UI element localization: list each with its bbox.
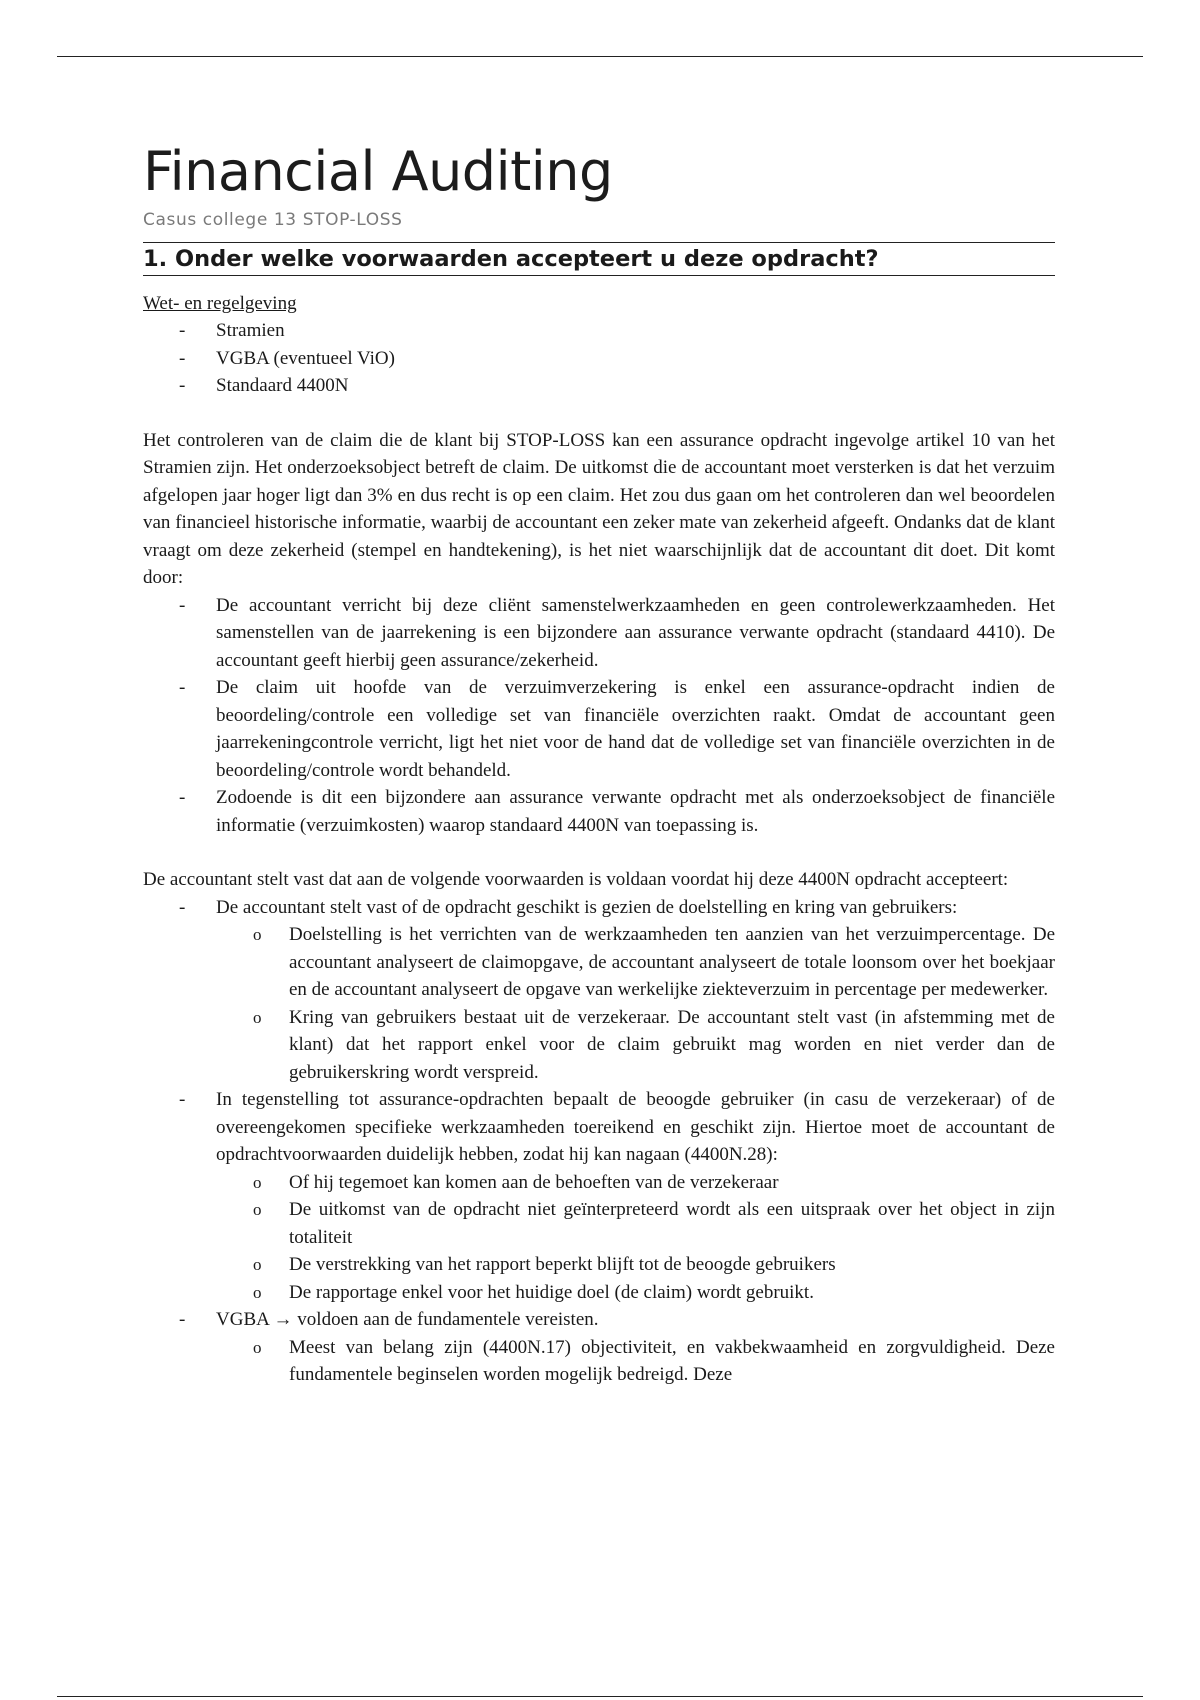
- list-item: - VGBA (eventueel ViO): [216, 345, 1055, 373]
- list-item: - De claim uit hoofde van de verzuimverzekering is enkel een assurance-opdracht indien de beoordeling/controle een volledige set van financiële overzichten raakt. Omdat de accountant geen jaarrekeningcontrole verricht, ligt het niet voor de hand dat de volledige set van financiële overzichten in de beoordeling/controle wordt behandeld.: [216, 674, 1055, 784]
- list-item-text: In tegenstelling tot assurance-opdrachten bepaalt de beoogde gebruiker (in casu de verzekeraar) of de overeengekomen specifieke werkzaamheden toereikend en geschikt zijn. Hiertoe moet de accountant de opdrachtvoorwaarden duidelijk hebben, zodat hij kan nagaan (4400N.28):: [216, 1089, 1055, 1165]
- top-rule: [57, 56, 1143, 57]
- document-subtitle: Casus college 13 STOP-LOSS: [143, 210, 403, 230]
- sub-list-item: o Of hij tegemoet kan komen aan de behoeften van de verzekeraar: [289, 1169, 1055, 1197]
- intro-paragraph: Het controleren van de claim die de klant bij STOP-LOSS kan een assurance opdracht ingevolge artikel 10 van het Stramien zijn. Het onderzoeksobject betreft de claim. De uitkomst die de accountant moet versterken is dat het verzuim afgelopen jaar hoger ligt dan 3% en dus recht is op een claim. Het zou dus gaan om het controleren dan wel beoordelen van financieel historische informatie, waarbij de accountant een zeker mate van zekerheid afgeeft. Ondanks dat de klant vraagt om deze zekerheid (stempel en handtekening), is het niet waarschijnlijk dat de accountant dit doet. Dit komt door:: [143, 429, 1055, 588]
- sub-list-item: o Meest van belang zijn (4400N.17) objectiviteit, en vakbekwaamheid en zorgvuldigheid. Deze fundamentele beginselen worden mogelijk bedreigd. Deze: [289, 1334, 1055, 1389]
- list-item-text: De accountant stelt vast of de opdracht geschikt is gezien de doelstelling en kring van gebruikers:: [216, 896, 958, 918]
- conditions-list: [143, 894, 1055, 1389]
- list-item: [216, 894, 1055, 1087]
- section-heading: 1. Onder welke voorwaarden accepteert u deze opdracht?: [143, 242, 1055, 276]
- sub-list-item: o De rapportage enkel voor het huidige doel (de claim) wordt gebruikt.: [289, 1279, 1055, 1307]
- sub-list: [216, 1334, 1055, 1389]
- list-item: - De accountant verricht bij deze cliënt samenstelwerkzaamheden en geen controlewerkzaamheden. Het samenstellen van de jaarrekening is een bijzondere aan assurance verwante opdracht (standaard 4410). De accountant geeft hierbij geen assurance/zekerheid.: [216, 592, 1055, 675]
- intro-list: [143, 592, 1055, 840]
- list-item: [216, 1086, 1055, 1306]
- document-body: [143, 140, 1055, 1389]
- regulation-label: Wet- en regelgeving: [143, 293, 297, 314]
- list-item: [216, 1306, 1055, 1389]
- sub-list-item: o Kring van gebruikers bestaat uit de verzekeraar. De accountant stelt vast (in afstemming met de klant) dat het rapport enkel voor de claim gebruikt mag worden en niet verder dan de gebruikerskring wordt verspreid.: [289, 1004, 1055, 1087]
- sub-list: [216, 921, 1055, 1086]
- sub-list-item: o Doelstelling is het verrichten van de werkzaamheden ten aanzien van het verzuimpercentage. De accountant analyseert de claimopgave, de accountant analyseert de totale loonsom over het boekjaar en de accountant analyseert de opgave van werkelijke ziekteverzuim in percentage per medewerker.: [289, 921, 1055, 1004]
- regulation-list: [143, 317, 1055, 400]
- sub-list-item: o De verstrekking van het rapport beperkt blijft tot de beoogde gebruikers: [289, 1251, 1055, 1279]
- conditions-paragraph: De accountant stelt vast dat aan de volgende voorwaarden is voldaan voordat hij deze 4400N opdracht accepteert:: [143, 869, 1009, 890]
- document-title: Financial Auditing: [143, 140, 613, 203]
- sub-list: [216, 1169, 1055, 1307]
- list-item-text: VGBA → voldoen aan de fundamentele vereisten.: [216, 1309, 599, 1330]
- list-item: - Zodoende is dit een bijzondere aan assurance verwante opdracht met als onderzoeksobject de financiële informatie (verzuimkosten) waarop standaard 4400N van toepassing is.: [216, 784, 1055, 839]
- sub-list-item: o De uitkomst van de opdracht niet geïnterpreteerd wordt als een uitspraak over het object in zijn totaliteit: [289, 1196, 1055, 1251]
- bottom-rule: [57, 1696, 1143, 1697]
- list-item: - Standaard 4400N: [216, 372, 1055, 400]
- list-item: - Stramien: [216, 317, 1055, 345]
